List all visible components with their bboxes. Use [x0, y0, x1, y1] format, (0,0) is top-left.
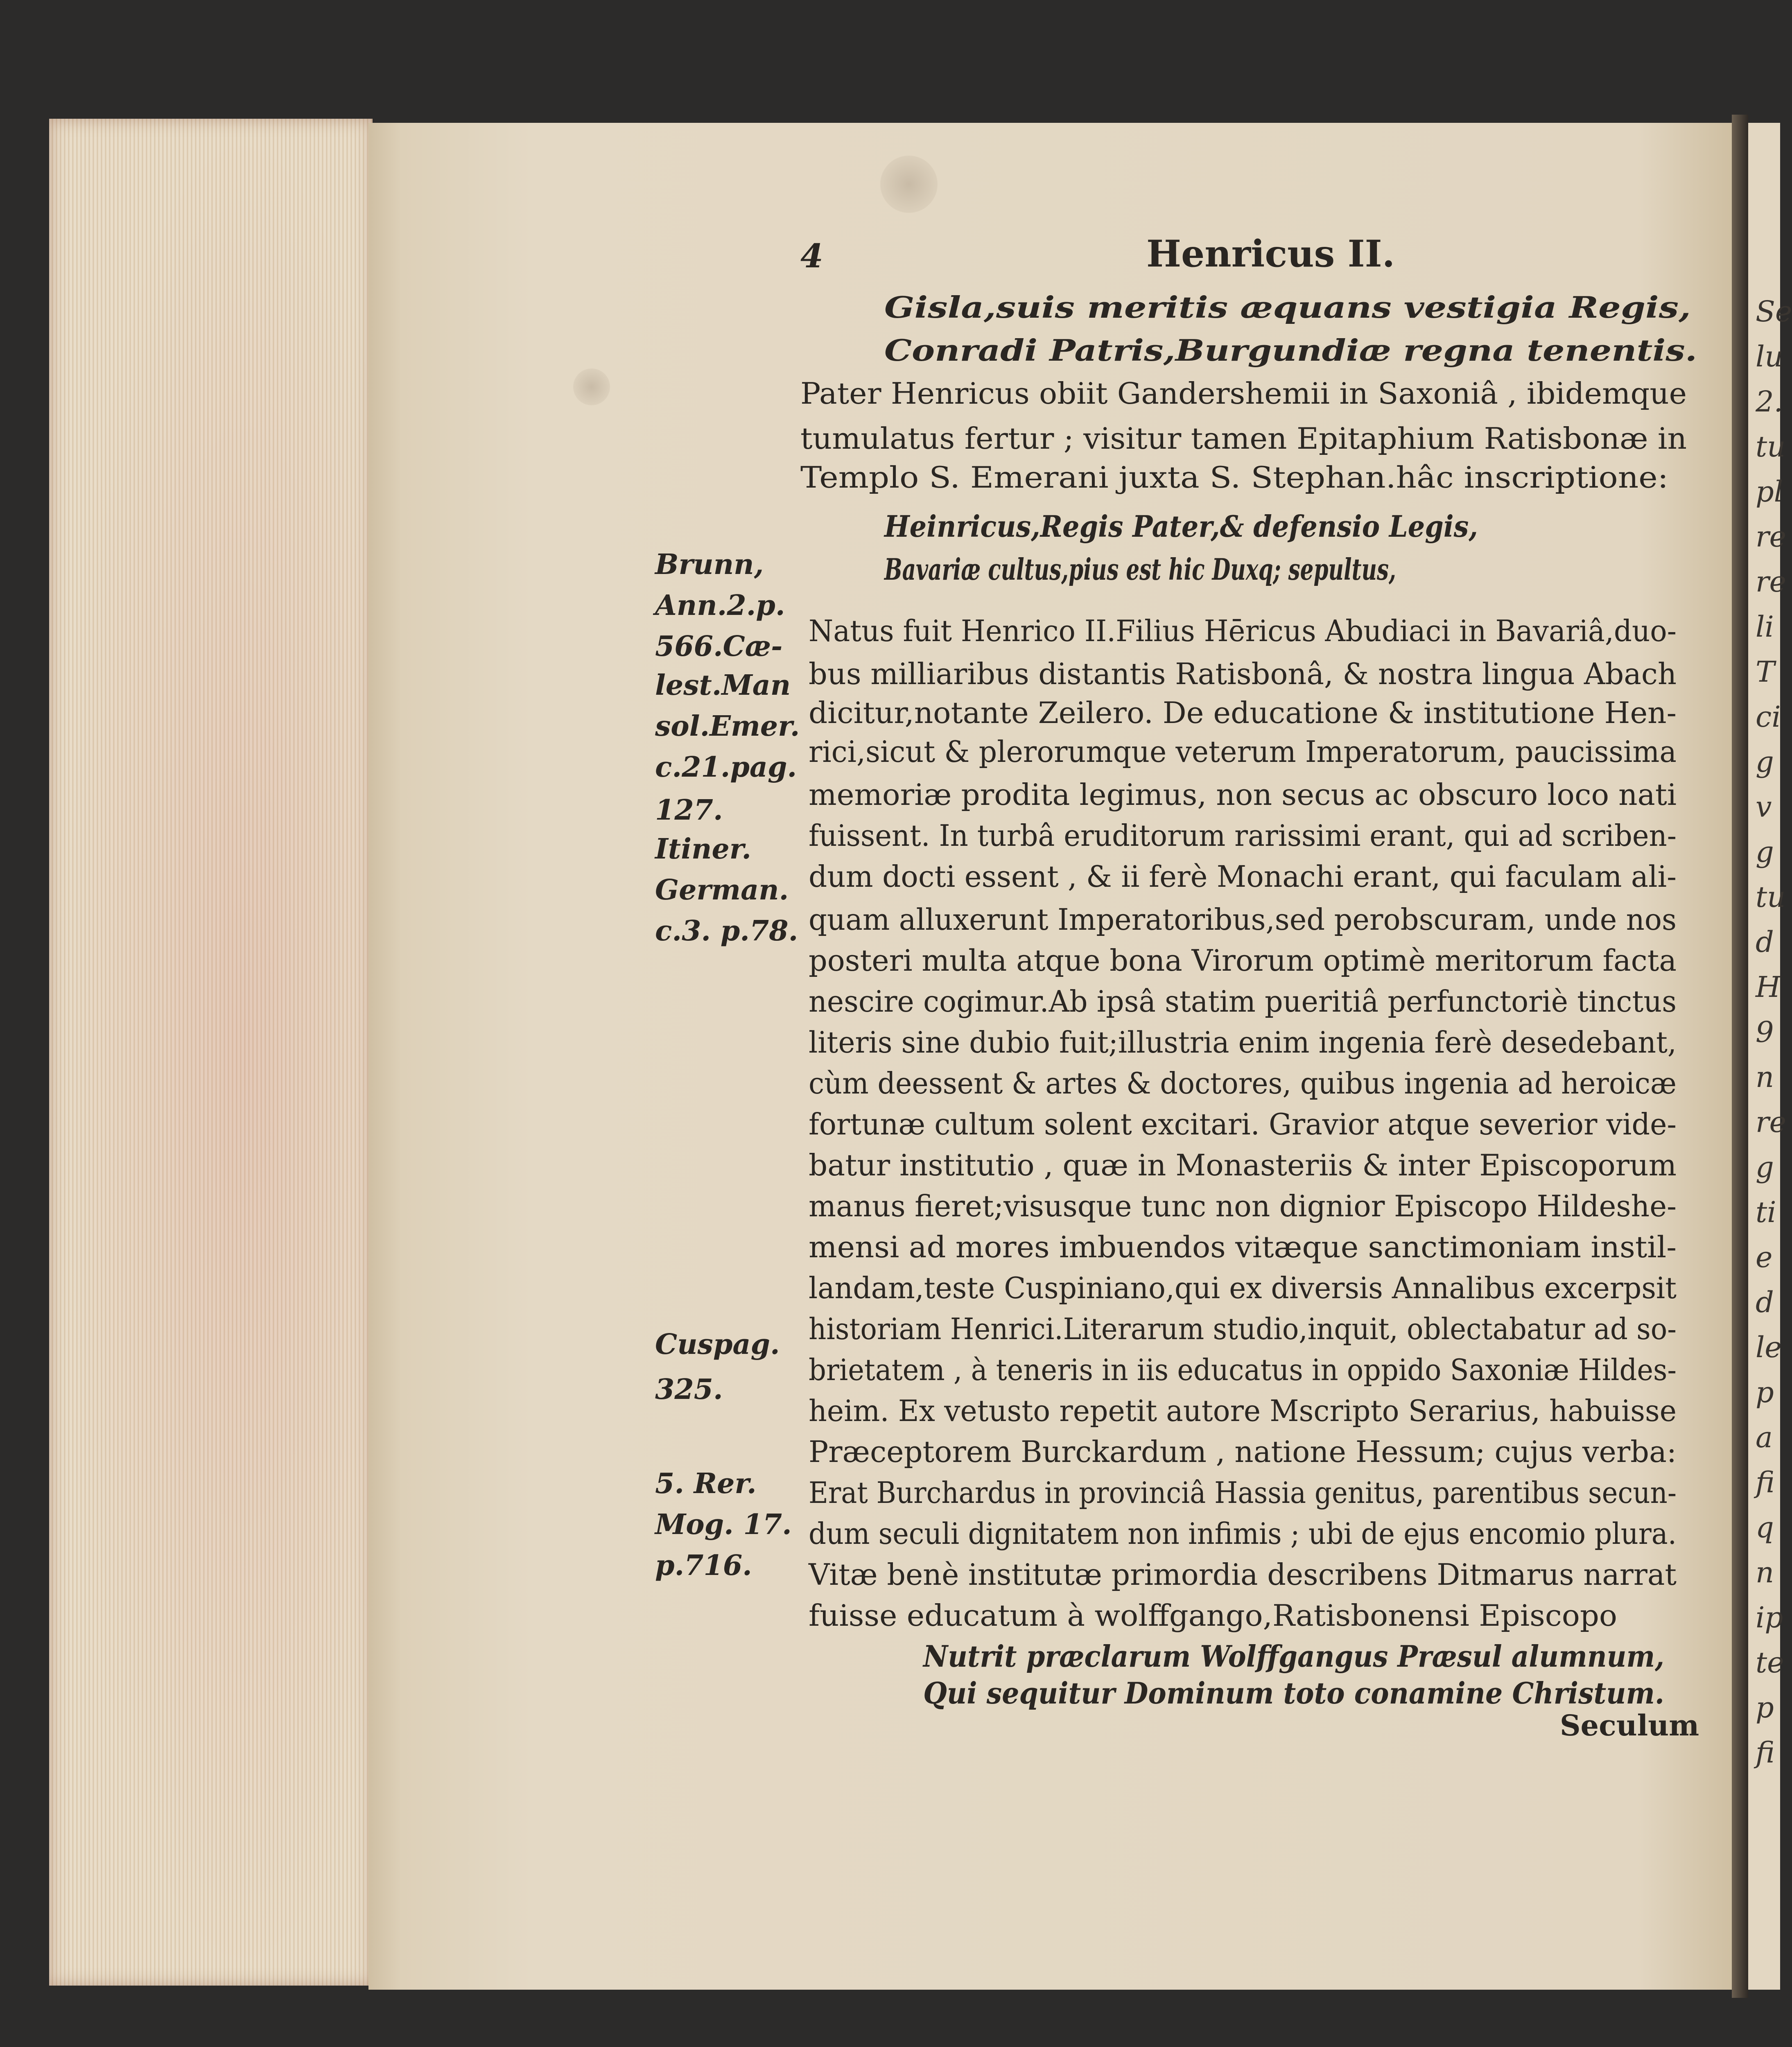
text-line: cùm deessent & artes & doctores, quibus ingenia ad heroicæ	[809, 1066, 1677, 1100]
next-page-fragment: g	[1756, 745, 1774, 779]
text-line: mensi ad mores imbuendos vitæque sanctimoniam instil-	[809, 1230, 1677, 1264]
text-line: Præceptorem Burckardum , natione Hessum; cujus verba:	[809, 1435, 1677, 1469]
text-line: Gisla,suis meritis æquans vestigia Regis,	[884, 290, 1691, 325]
catchword: Seculum	[1560, 1708, 1699, 1742]
next-page-fragment: n	[1756, 1556, 1774, 1589]
text-line: heim. Ex vetusto repetit autore Mscripto Serarius, habuisse	[809, 1394, 1677, 1428]
text-line: fortunæ cultum solent excitari. Gravior atque severior vide-	[809, 1107, 1677, 1141]
paper-stain	[880, 156, 938, 213]
text-line: landam,teste Cuspiniano,qui ex diversis Annalibus excerpsit	[809, 1271, 1677, 1305]
text-line: dicitur,notante Zeilero. De educatione & institutione Hen-	[809, 696, 1677, 730]
text-line: quam alluxerunt Imperatoribus,sed perobscuram, unde nos	[809, 902, 1677, 937]
text-line: batur institutio , quæ in Monasteriis & inter Episcoporum	[809, 1148, 1677, 1182]
margin-note: 566.Cæ-	[655, 630, 783, 663]
next-page-fragment: ci	[1756, 700, 1781, 734]
next-page-fragment: q	[1756, 1511, 1774, 1544]
text-line: bus milliaribus distantis Ratisbonâ, & nostra lingua Abach	[809, 657, 1677, 691]
text-line: rici,sicut & plerorumque veterum Imperatorum, paucissima	[809, 734, 1677, 769]
gutter	[1732, 115, 1748, 1998]
text-line: literis sine dubio fuit;illustria enim ingenia ferè desedebant,	[809, 1025, 1677, 1060]
margin-note: c.21.pag.	[655, 751, 797, 784]
margin-note: Ann.2.p.	[655, 589, 785, 622]
text-line: Nutrit præclarum Wolffgangus Præsul alumnum,	[923, 1639, 1664, 1674]
text-line: brietatem , à teneris in iis educatus in oppido Saxoniæ Hildes-	[809, 1353, 1677, 1387]
next-page-fragment: d	[1756, 925, 1774, 959]
next-page-fragment: fi	[1756, 1736, 1775, 1769]
next-page-fragment: n	[1756, 1060, 1774, 1094]
text-line: nescire cogimur.Ab ipsâ statim pueritiâ perfunctoriè tinctus	[809, 984, 1677, 1019]
margin-note: Brunn,	[655, 548, 764, 581]
next-page-fragment: T	[1756, 655, 1775, 689]
text-line: Qui sequitur Dominum toto conamine Christum.	[923, 1676, 1664, 1710]
next-page-fragment: re	[1756, 520, 1786, 554]
next-page-fragment: tu	[1756, 880, 1786, 914]
text-line: Erat Burchardus in provinciâ Hassia genitus, parentibus secun-	[809, 1475, 1677, 1510]
text-line: Heinricus,Regis Pater,& defensio Legis,	[884, 509, 1478, 544]
next-page-fragment: 9	[1756, 1015, 1774, 1049]
margin-note: 325.	[655, 1373, 723, 1406]
next-page-fragment: ti	[1756, 1195, 1776, 1229]
text-line: manus fieret;visusque tunc non dignior Episcopo Hildeshe-	[809, 1189, 1677, 1223]
next-page-fragment: le	[1756, 1331, 1782, 1364]
paper-stain	[573, 368, 610, 405]
next-page-fragment: Se	[1756, 295, 1792, 328]
margin-note: 5. Rer.	[655, 1467, 757, 1500]
margin-note: lest.Man	[655, 669, 791, 702]
page-edges	[49, 119, 373, 1986]
next-page-fragment: p	[1756, 1691, 1774, 1724]
next-page-fragment: H	[1756, 970, 1781, 1004]
running-head: Henricus II.	[1146, 232, 1395, 276]
margin-note: c.3. p.78.	[655, 915, 798, 947]
next-page-fragment: lu	[1756, 340, 1783, 373]
text-line: dum docti essent , & ii ferè Monachi erant, qui faculam ali-	[809, 859, 1677, 894]
next-page-fragment: re	[1756, 1105, 1786, 1139]
next-page-edge	[1748, 123, 1792, 1990]
margin-note: Cuspag.	[655, 1328, 780, 1361]
margin-note: Mog. 17.	[655, 1508, 792, 1541]
next-page-fragment: pl	[1756, 475, 1783, 508]
text-line: fuisse educatum à wolffgango,Ratisbonensi Episcopo	[809, 1598, 1617, 1633]
next-page-fragment: ip	[1756, 1601, 1783, 1634]
text-line: tumulatus fertur ; visitur tamen Epitaphium Ratisbonæ in	[800, 421, 1687, 456]
next-page-fragment: fi	[1756, 1466, 1775, 1499]
text-line: memoriæ prodita legimus, non secus ac obscuro loco nati	[809, 777, 1677, 812]
text-line: dum seculi dignitatem non infimis ; ubi de ejus encomio plura.	[809, 1516, 1677, 1551]
text-line: Bavariæ cultus,pius est hic Duxq; sepultus,	[884, 552, 1396, 587]
next-page-fragment: li	[1756, 610, 1774, 644]
next-page-fragment: v	[1756, 790, 1772, 824]
next-page-fragment: g	[1756, 835, 1774, 869]
text-line: Pater Henricus obiit Gandershemii in Saxoniâ , ibidemque	[800, 376, 1687, 411]
text-line: Natus fuit Henrico II.Filius Hēricus Abudiaci in Bavariâ,duo-	[809, 614, 1677, 648]
next-page-fragment: re	[1756, 565, 1786, 599]
next-page-fragment: a	[1756, 1421, 1773, 1454]
text-line: Templo S. Emerani juxta S. Stephan.hâc inscriptione:	[800, 460, 1668, 495]
text-line: historiam Henrici.Literarum studio,inquit, oblectabatur ad so-	[809, 1312, 1677, 1346]
text-line: posteri multa atque bona Virorum optimè meritorum facta	[809, 943, 1677, 978]
text-line: fuissent. In turbâ eruditorum rarissimi erant, qui ad scriben-	[809, 818, 1677, 853]
next-page-fragment: tu	[1756, 430, 1786, 463]
next-page-fragment: te	[1756, 1646, 1784, 1679]
margin-note: p.716.	[655, 1549, 752, 1582]
margin-note: Itiner.	[655, 833, 752, 865]
text-line: Vitæ benè institutæ primordia describens Ditmarus narrat	[809, 1557, 1677, 1592]
next-page-fragment: e	[1756, 1240, 1773, 1274]
page-number: 4	[800, 237, 823, 275]
next-page-fragment: g	[1756, 1150, 1774, 1184]
text-line: Conradi Patris,Burgundiæ regna tenentis.	[884, 333, 1697, 368]
next-page-fragment: p	[1756, 1376, 1774, 1409]
margin-note: German.	[655, 874, 789, 906]
next-page-fragment: d	[1756, 1286, 1774, 1319]
margin-note: sol.Emer.	[655, 710, 800, 743]
margin-note: 127.	[655, 794, 723, 827]
next-page-fragment: 2.	[1756, 385, 1783, 418]
